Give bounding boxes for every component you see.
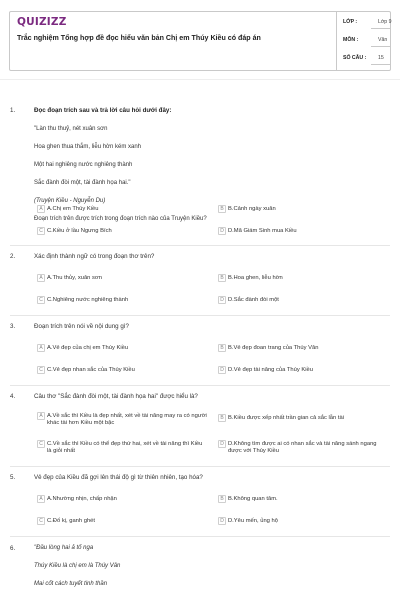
poem-line: Mai cốt cách tuyết tinh thần [34, 581, 108, 587]
option-text: C.Kiều ở lầu Ngưng Bích [47, 228, 112, 234]
option-text: C.Vẻ đẹp nhan sắc của Thúy Kiều [47, 367, 135, 373]
question-divider [10, 385, 390, 386]
meta-grade [337, 14, 392, 28]
option-text: D.Vẻ đẹp tài năng của Thúy Kiều [228, 367, 313, 373]
quizizz-logo: QUIZIZZ [17, 16, 67, 28]
question-6 [10, 545, 390, 595]
question-number: 2. [10, 253, 16, 260]
question-number: 3. [10, 323, 16, 330]
option-text: B.Hoa ghen, liễu hờn [228, 275, 283, 281]
option-text: D.Mã Giám Sinh mua Kiều [228, 228, 297, 234]
meta-count-label: SỐ CÂU : [343, 55, 367, 61]
question-divider [10, 245, 390, 246]
meta-grade-label: LỚP : [343, 19, 358, 25]
meta-subject-label: MÔN : [343, 37, 359, 43]
meta-underline [371, 28, 391, 29]
option-badge: C [37, 440, 45, 448]
quiz-meta-box [336, 12, 391, 70]
option-text: B.Cảnh ngày xuân [228, 206, 276, 212]
option-text: A.Chị em Thúy Kiều [47, 206, 99, 212]
option-badge: D [218, 517, 226, 525]
option-badge: B [218, 205, 226, 213]
poem-line: Sắc đành đòi một, tài đành họa hai." [34, 180, 131, 186]
question-4 [10, 393, 390, 405]
poem-line: Hoa ghen thua thắm, liễu hờn kém xanh [34, 144, 142, 150]
question-number: 6. [10, 545, 16, 552]
meta-underline [371, 64, 391, 65]
question-text: Vẻ đẹp của Kiều đã gợi lên thái độ gì từ thiên nhiên, tạo hóa? [34, 474, 203, 481]
quiz-header [9, 11, 391, 71]
option-badge: A [37, 274, 45, 282]
quiz-title: Trắc nghiệm Tổng hợp đề đọc hiểu văn bản Chị em Thúy Kiều có đáp án [17, 34, 261, 42]
option-badge: A [37, 495, 45, 503]
poem-source: (Truyện Kiều - Nguyễn Du) [34, 198, 106, 204]
question-number: 4. [10, 393, 16, 400]
option-badge: A [37, 205, 45, 213]
option-text: A.Nhường nhịn, chấp nhận [47, 496, 117, 502]
question-3 [10, 323, 390, 335]
question-text: Đoạn trích trên nói về nội dung gì? [34, 323, 129, 330]
question-number: 5. [10, 474, 16, 481]
meta-subject [337, 32, 392, 46]
option-badge: D [218, 440, 226, 448]
option-text: B.Kiều được xếp nhất trần gian cả sắc lẫn tài [228, 415, 344, 421]
question-text: Xác định thành ngữ có trong đoạn thơ trên? [34, 253, 155, 260]
option-text: C.Nghiêng nước nghiêng thành [47, 297, 129, 303]
poem-line: Thúy Kiều là chị em là Thúy Vân [34, 563, 121, 569]
option-badge: C [37, 227, 45, 235]
option-text: B.Vẻ đẹp đoan trang của Thúy Vân [228, 345, 319, 351]
meta-grade-value: Lớp 9 [378, 19, 392, 25]
question-number: 1. [10, 107, 16, 114]
option-badge: D [218, 227, 226, 235]
question-prompt: Đoạn trích trên được trích trong đoạn trích nào của Truyện Kiều? [34, 216, 207, 222]
option-text: A.Về sắc thì Kiều là đẹp nhất, xét về tài năng may ra có người khác tài hơn Kiều một bậc [47, 413, 207, 427]
option-badge: C [37, 366, 45, 374]
option-badge: B [218, 274, 226, 282]
question-divider [10, 315, 390, 316]
question-5 [10, 474, 390, 486]
option-text: D.Yêu mến, ủng hộ [228, 518, 278, 524]
question-divider [10, 536, 390, 537]
option-text: A.Thu thủy, xuân sơn [47, 275, 102, 281]
meta-subject-value: Văn [378, 37, 388, 43]
option-badge: B [218, 344, 226, 352]
question-1 [10, 107, 390, 247]
option-text: C.Về sắc thì Kiều có thể đẹp thứ hai, xét về tài năng thì Kiều là giỏi nhất [47, 441, 203, 455]
option-text: C.Đố kị, ganh ghét [47, 518, 96, 524]
question-2 [10, 253, 390, 265]
option-badge: C [37, 296, 45, 304]
option-badge: D [218, 366, 226, 374]
option-badge: B [218, 414, 226, 422]
meta-underline [371, 46, 391, 47]
option-badge: B [218, 495, 226, 503]
option-text: A.Vẻ đẹp của chị em Thúy Kiều [47, 345, 129, 351]
poem-line: Một hai nghiêng nước nghiêng thành [34, 162, 133, 168]
poem-line: "Làn thu thuỷ, nét xuân sơn [34, 126, 108, 132]
question-text: Câu thơ "Sắc đành đòi một, tài đành họa hai" được hiểu là? [34, 393, 198, 400]
poem-line: "Đầu lòng hai ả tố nga [34, 545, 94, 551]
page-top-line [0, 79, 400, 80]
option-text: D.Không tìm được ai có nhan sắc và tài năng sánh ngang được với Thúy Kiều [228, 441, 377, 455]
question-divider [10, 466, 390, 467]
option-text: D.Sắc đành đòi một [228, 297, 279, 303]
meta-count-value: 15 [378, 55, 384, 61]
option-badge: A [37, 344, 45, 352]
option-badge: D [218, 296, 226, 304]
option-text: B.Không quan tâm. [228, 496, 278, 502]
meta-count [337, 50, 392, 64]
option-badge: C [37, 517, 45, 525]
option-badge: A [37, 412, 45, 420]
question-text: Đọc đoạn trích sau và trả lời câu hỏi dưới đây: [34, 107, 172, 114]
